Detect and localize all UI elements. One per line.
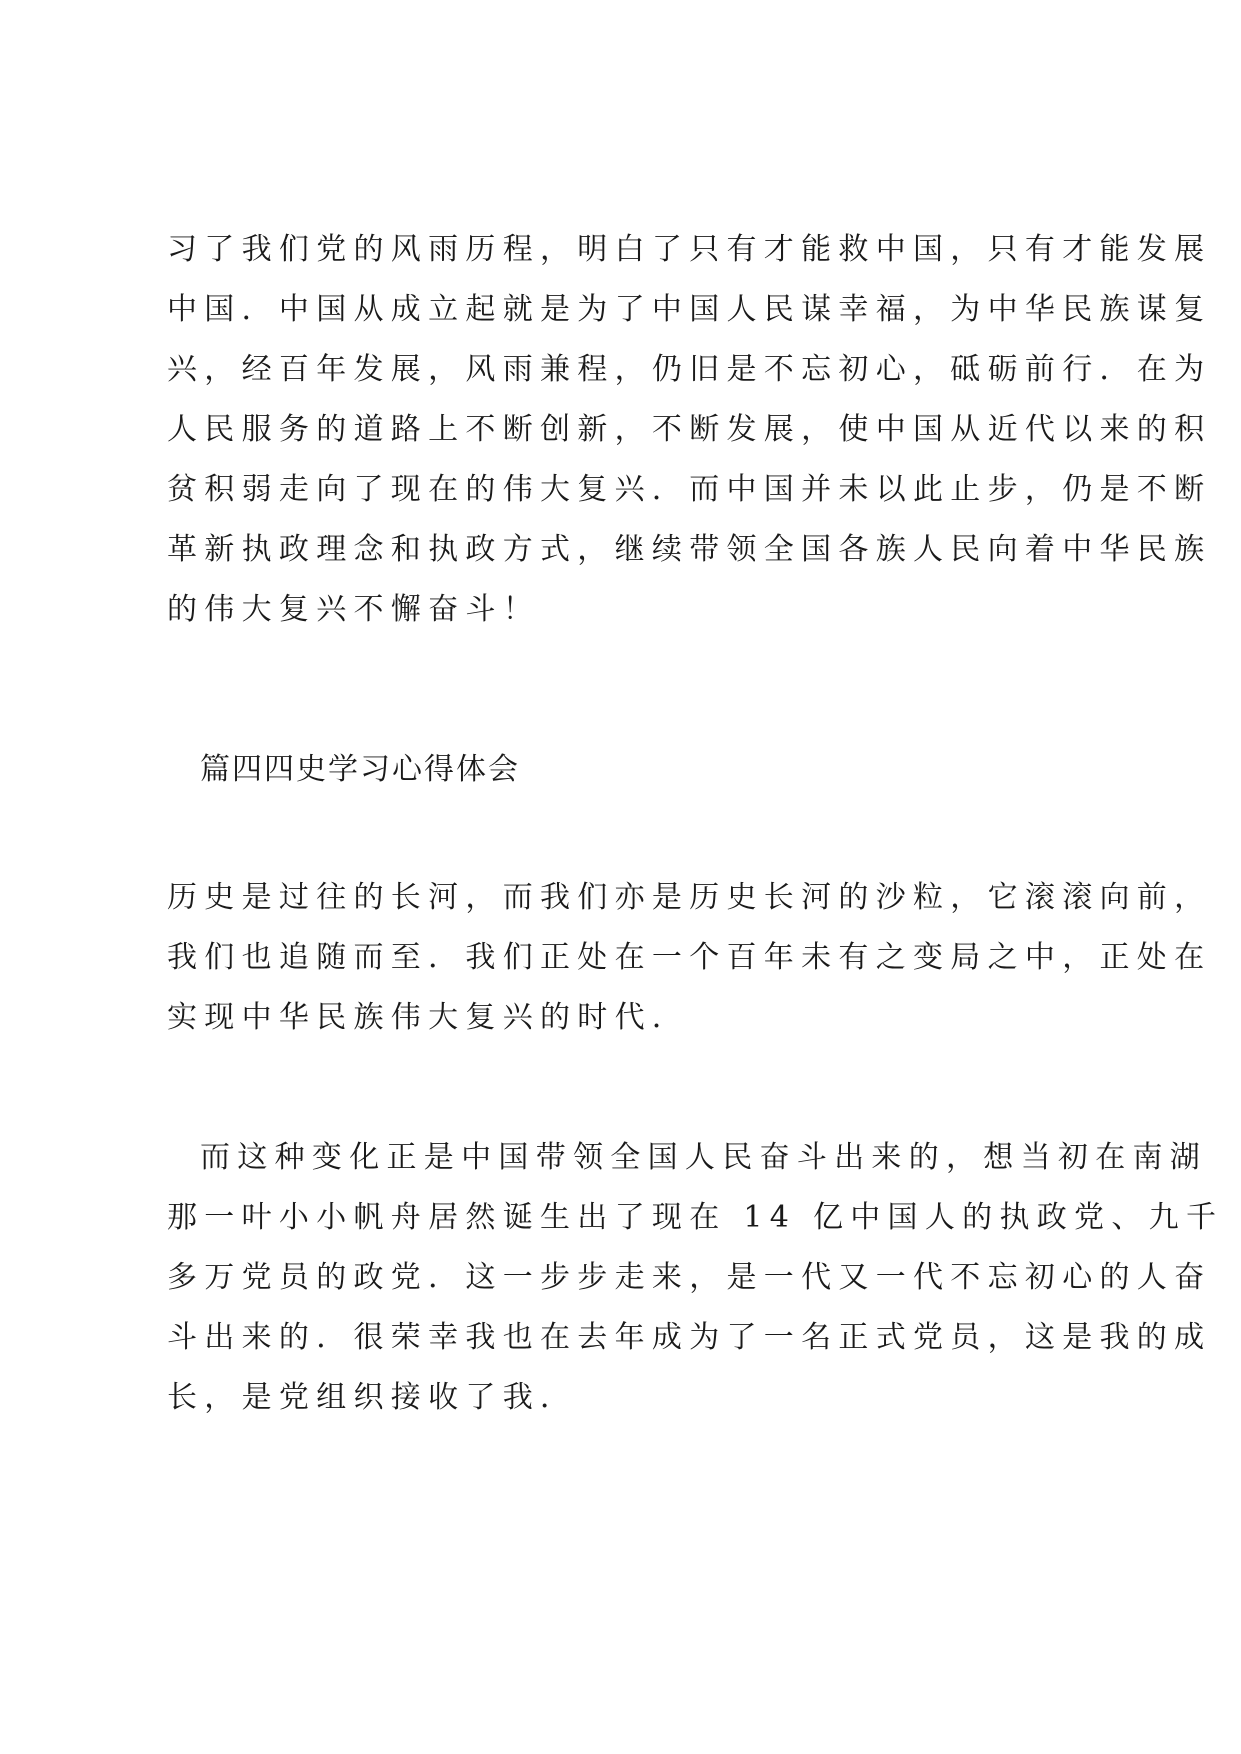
paragraph-1-line: 习了我们党的风雨历程，明白了只有才能救中国，只有才能发展 xyxy=(167,232,1212,267)
paragraph-1-line: 革新执政理念和执政方式，继续带领全国各族人民向着中华民族 xyxy=(167,532,1212,567)
paragraph-1-line: 兴，经百年发展，风雨兼程，仍旧是不忘初心，砥砺前行．在为 xyxy=(167,352,1212,387)
paragraph-2-line: 历史是过往的长河，而我们亦是历史长河的沙粒，它滚滚向前， xyxy=(167,880,1212,915)
paragraph-1-line: 中国．中国从成立起就是为了中国人民谋幸福，为中华民族谋复 xyxy=(167,292,1212,327)
paragraph-3-line: 长，是党组织接收了我． xyxy=(167,1380,578,1415)
paragraph-2-line: 我们也追随而至．我们正处在一个百年未有之变局之中，正处在 xyxy=(167,940,1212,975)
paragraph-1-line: 贫积弱走向了现在的伟大复兴．而中国并未以此止步，仍是不断 xyxy=(167,472,1212,507)
paragraph-1-line: 人民服务的道路上不断创新，不断发展，使中国从近代以来的积 xyxy=(167,412,1212,447)
paragraph-2-line: 实现中华民族伟大复兴的时代． xyxy=(167,1000,690,1035)
paragraph-3-line: 斗出来的．很荣幸我也在去年成为了一名正式党员，这是我的成 xyxy=(167,1320,1212,1355)
section-title: 篇四四史学习心得体会 xyxy=(200,752,520,787)
paragraph-3-line: 而这种变化正是中国带领全国人民奋斗出来的，想当初在南湖 xyxy=(200,1140,1208,1175)
paragraph-3-line: 多万党员的政党．这一步步走来，是一代又一代不忘初心的人奋 xyxy=(167,1260,1212,1295)
paragraph-1-line: 的伟大复兴不懈奋斗！ xyxy=(167,592,540,627)
paragraph-3-line: 那一叶小小帆舟居然诞生出了现在 14 亿中国人的执政党、九千 xyxy=(167,1200,1224,1235)
